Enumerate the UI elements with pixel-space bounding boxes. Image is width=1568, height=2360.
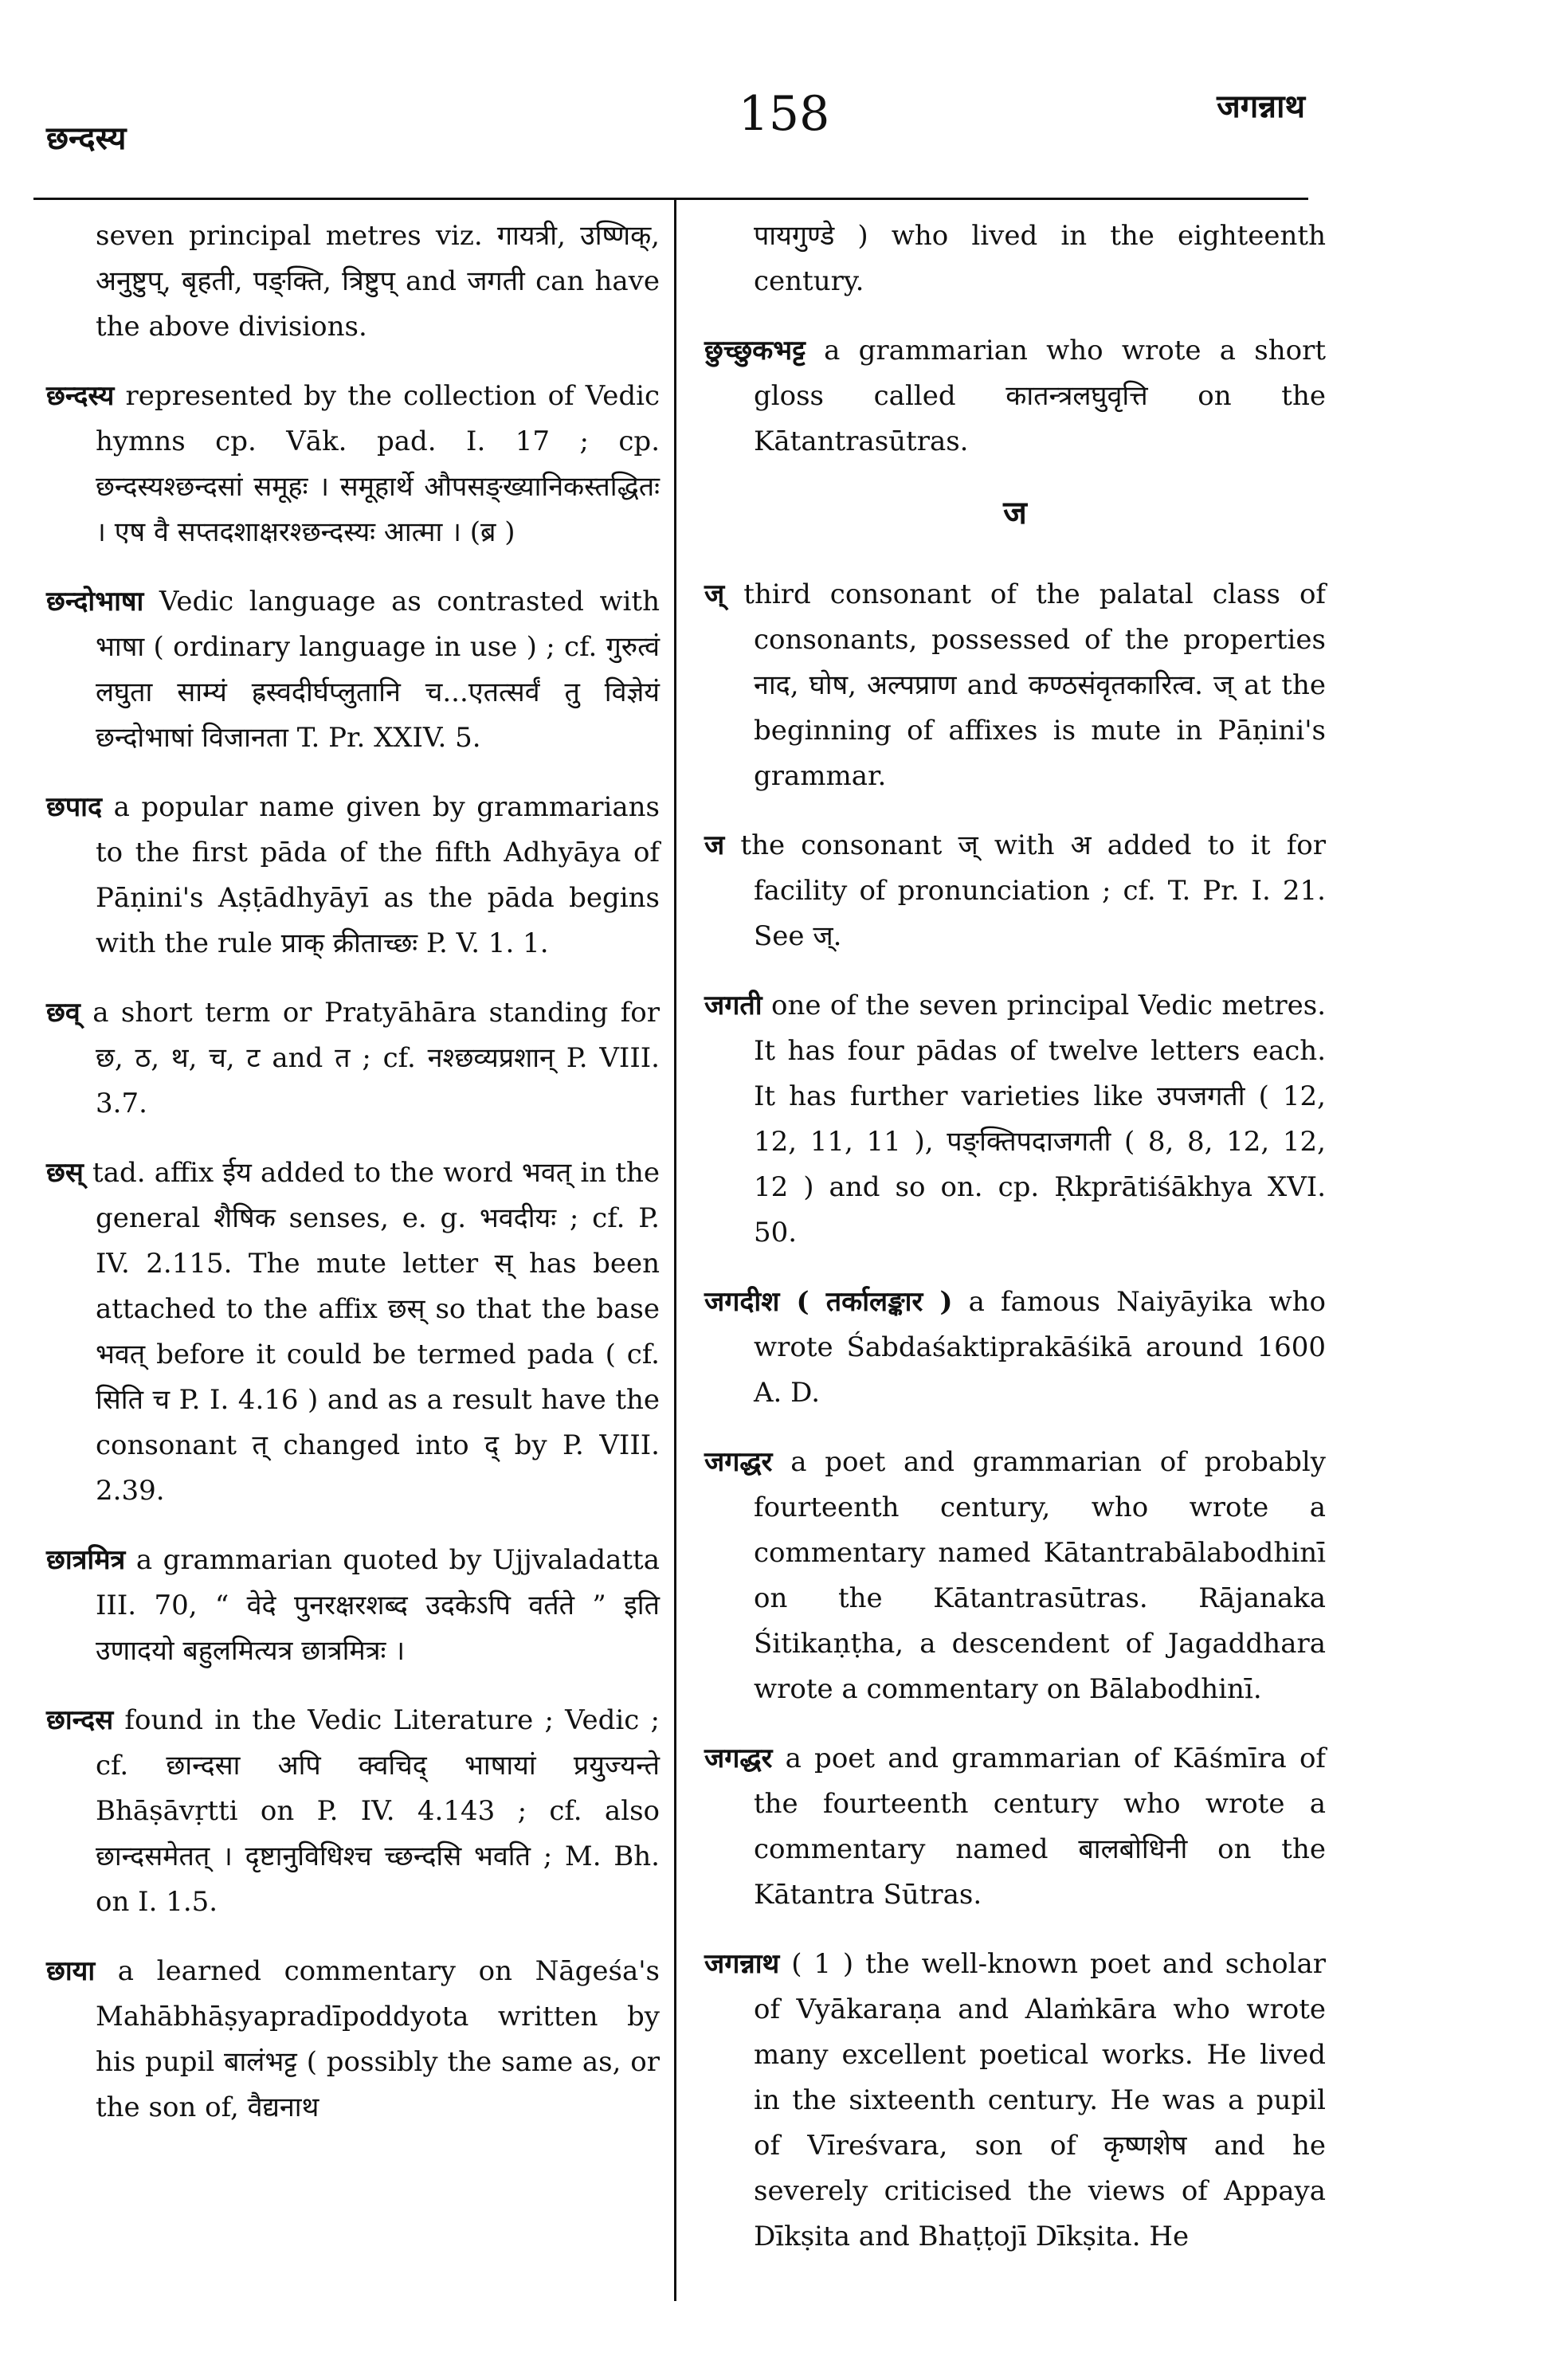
running-header [0,80,1568,157]
entry-definition: Vedic language as contrasted with भाषा ( ordinary language in use ) ; cf. गुरुत्वं लघुता साम्यं ह्रस्वदीर्घप्लुतानि च...एतत्सर्वं तु विज्ञेयं छन्दोभाषां विजानता T. Pr. XXIV. 5. [96,586,660,754]
entry-headword: जगदीश ( तर्कालङ्कार ) [704,1286,953,1318]
section-letter: ज [1003,494,1027,531]
dictionary-entry [704,572,1326,799]
entry-definition: ( 1 ) the well-known poet and scholar of Vyākaraṇa and Alaṁkāra who wrote many excellent poetical works. He lived in the sixteenth century. He was a pupil of Vīreśvara, son of कृष्णशेष and he severely criticised the views of Appaya Dīkṣita and Bhaṭṭojī Dīkṣita. He [754,1948,1326,2252]
dictionary-entry [704,983,1326,1256]
dictionary-entry [704,1942,1326,2260]
entry-headword: छपाद [46,791,103,823]
entry-definition: found in the Vedic Literature ; Vedic ; cf. छान्दसा अपि क्वचिद् भाषायां प्रयुज्यन्ते Bhāṣāvṛtti on P. IV. 4.143 ; cf. also छान्दसमेतत् । दृष्टानुविधिश्च च्छन्दसि भवति ; M. Bh. on I. 1.5. [96,1704,661,1918]
entry-definition: seven principal metres viz. गायत्री, उष्णिक्, अनुष्टुप्, बृहती, पङ्क्ति, त्रिष्टुप् and जगती can have the above divisions. [96,220,660,343]
entry-headword: छन्दोभाषा [46,586,144,617]
dictionary-entry [46,1698,660,1925]
entry-headword: छव् [46,997,80,1029]
entry-definition: one of the seven principal Vedic metres. It has four pādas of twelve letters each. It has further varieties like उपजगती ( 12, 12, 11, 11 ), पङ्क्तिपदाजगती ( 8, 8, 12, 12, 12 ) and so on. cp. Ṛkprātiśākhya XVI. 50. [754,990,1326,1249]
dictionary-entry [46,1949,660,2131]
dictionary-entry [704,1440,1326,1712]
dictionary-entry [704,1280,1326,1416]
dictionary-entry [704,823,1326,959]
entry-definition: a popular name given by grammarians to the first pāda of the fifth Adhyāya of Pāṇini's Aṣṭādhyāyī as the pāda begins with the rule प्राक् क्रीताच्छः P. V. 1. 1. [96,791,660,959]
dictionary-entry [46,214,660,350]
entry-headword: छान्दस [46,1704,114,1736]
entry-definition: represented by the collection of Vedic hymns cp. Vāk. pad. I. 17 ; cp. छन्दस्यश्छन्दसां समूहः । समूहार्थे औपसङ्ख्यानिकस्तद्धितः । एष वै सप्तदशाक्षरश्छन्दस्यः आत्मा । (ब्र ) [96,380,661,548]
entry-definition: a poet and grammarian of probably fourteenth century, who wrote a commentary named Kātantrabālabodhinī on the Kātantrasūtras. Rājanaka Śitikaṇṭha, a descendent of Jagaddhara wrote a commentary on Bālabodhinī. [754,1446,1326,1705]
entry-headword: छुच्छुकभट्ट [704,335,806,367]
dictionary-entry [704,328,1326,465]
dictionary-entry [46,990,660,1127]
right-column [704,214,1326,2284]
dictionary-entry [46,579,660,761]
entry-headword: ज [704,829,725,861]
dictionary-entry [46,1538,660,1674]
entry-definition: a famous Naiyāyika who wrote Śabdaśaktiprakāśikā around 1600 A. D. [754,1286,1326,1409]
entry-headword: जगद्धर [704,1446,773,1478]
entry-headword: छन्दस्य [46,380,115,412]
entry-headword: छस् [46,1157,84,1189]
left-column [46,214,660,2154]
dictionary-entry [46,1151,660,1514]
entry-definition: a short term or Pratyāhāra standing for छ, ठ, थ, च, ट and त ; cf. नश्छव्यप्रशान् P. VIII. 3.7. [92,997,661,1119]
dictionary-entry [46,374,660,555]
entry-headword: छात्रमित्र [46,1544,126,1576]
entry-definition: a learned commentary on Nāgeśa's Mahābhāṣyapradīpoddyota written by his pupil बालंभट्ट ( possibly the same as, or the son of, वैद्यनाथ [96,1955,661,2123]
entry-headword: जगद्धर [704,1743,773,1774]
entry-headword: जगन्नाथ [704,1948,780,1980]
entry-headword: जगती [704,990,762,1021]
header-rule [33,198,1308,200]
entry-headword: ज् [704,578,725,610]
column-divider [674,198,676,2301]
entry-definition: third consonant of the palatal class of consonants, possessed of the properties नाद, घोष, अल्पप्राण and कण्ठसंवृतकारित्व. ज् at the beginning of affixes is mute in Pāṇini's grammar. [743,578,1326,792]
entry-definition: a poet and grammarian of Kāśmīra of the fourteenth century who wrote a commentary named बालबोधिनी on the Kātantra Sūtras. [754,1743,1327,1911]
entry-definition: a grammarian quoted by Ujjvaladatta III. 70, “ वेदे पुनरक्षरशब्द उदकेऽपि वर्तते ” इति उणादयो बहुलमित्यत्र छात्रमित्रः । [96,1544,660,1667]
dictionary-entry [704,1736,1326,1918]
header-left-guideword: छन्दस्य [46,120,127,157]
entry-definition: the consonant ज् with अ added to it for facility of pronunciation ; cf. T. Pr. I. 21. See ज्. [740,829,1326,952]
entry-definition: tad. affix ईय added to the word भवत् in the general शैषिक senses, e. g. भवदीयः ; cf. P. IV. 2.115. The mute letter स् has been attached to the affix छस् so that the base भवत् before it could be termed pada ( cf. सिति च P. I. 4.16 ) and as a result have the consonant त् changed into द् by P. VIII. 2.39. [92,1157,660,1507]
page-number: 158 [738,86,830,142]
entry-definition: a grammarian who wrote a short gloss called कातन्त्रलघुवृत्ति on the Kātantrasūtras. [754,335,1326,457]
entry-headword: छाया [46,1955,96,1987]
dictionary-entry [46,785,660,966]
header-right-guideword: जगन्नाथ [1217,88,1305,125]
continued-entry: पायगुण्डे ) who lived in the eighteenth century. [754,220,1326,297]
